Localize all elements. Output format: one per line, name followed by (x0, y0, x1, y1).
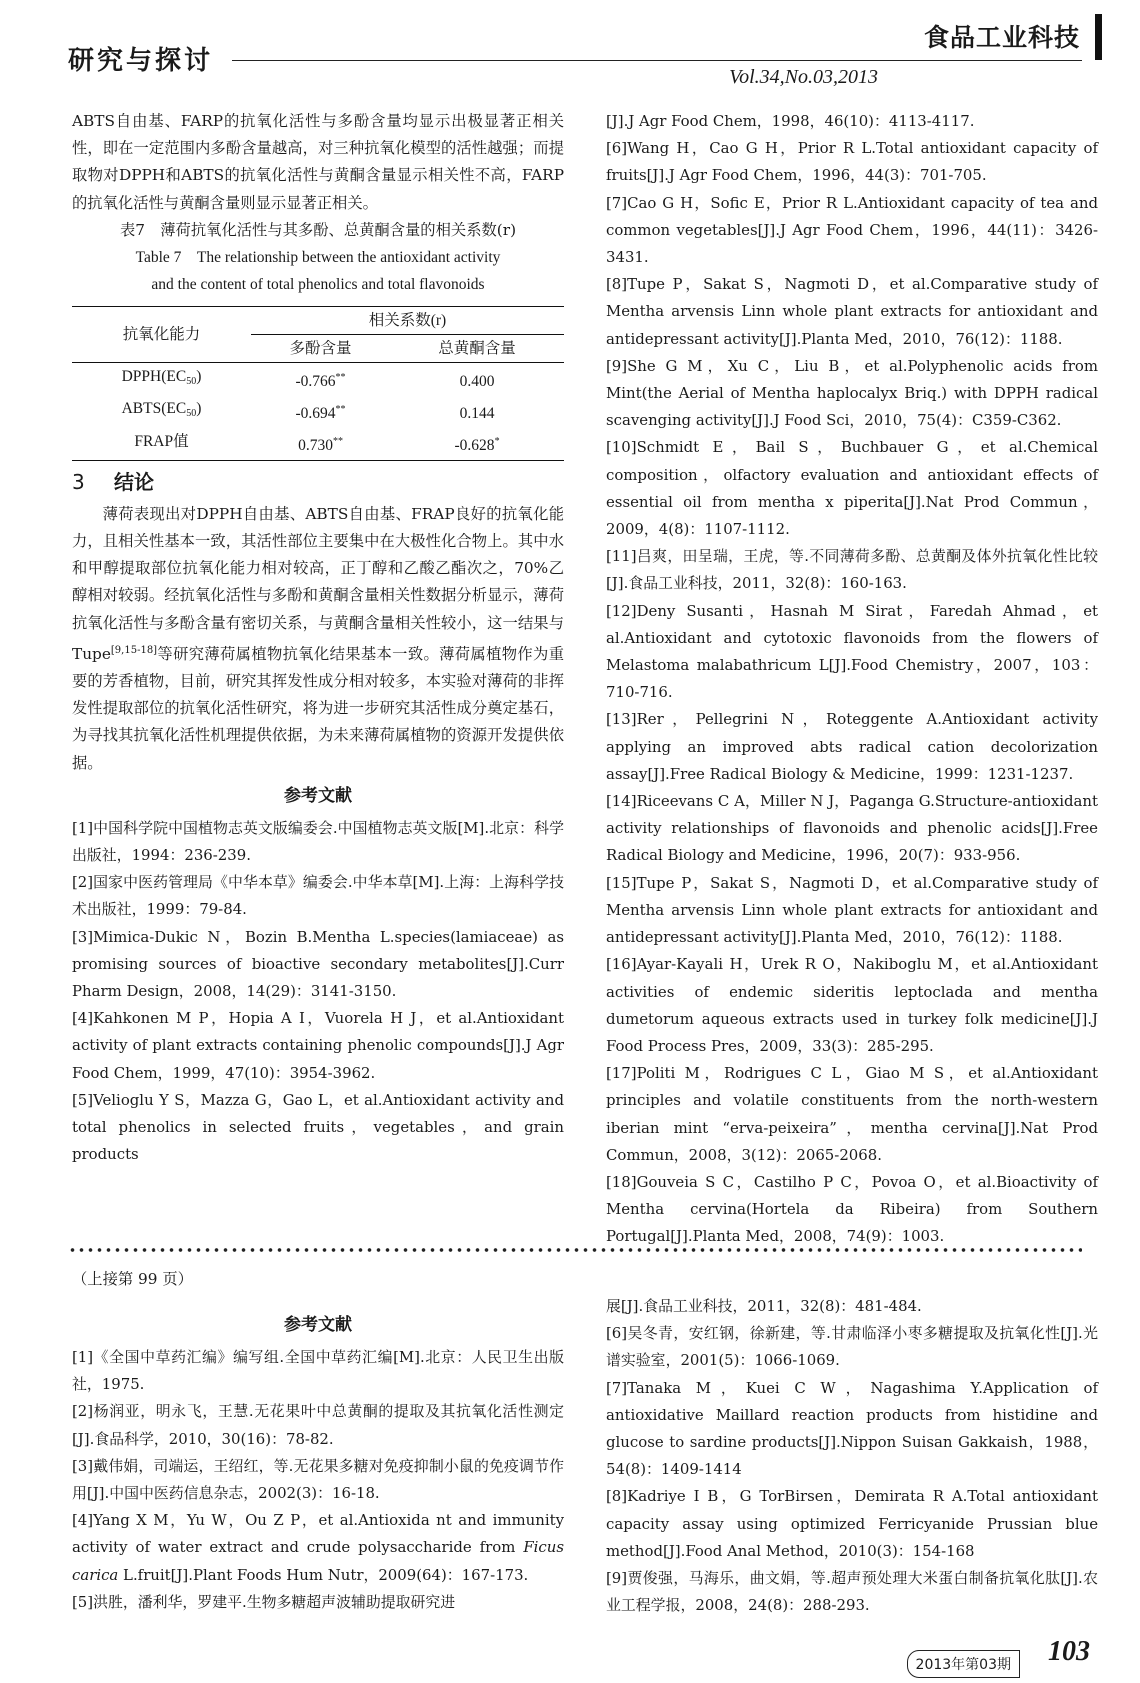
reference-item: [2]国家中医药管理局《中华本草》编委会.中华本草[M].上海：上海科学技术出版社，1999：79-84. (72, 873, 564, 919)
paragraph (72, 501, 564, 777)
volume-info: Vol.34,No.03,2013 (729, 66, 878, 88)
reference-item: [5]Velioglu Y S，Mazza G，Gao L，et al.Antioxidant activity and total phenolics in selected fruits，vegetables，and grain products (72, 1090, 564, 1164)
reference-item: [1]《全国中草药汇编》编写组.全国中草药汇编[M].北京：人民卫生出版社，1975. (72, 1348, 564, 1394)
correlation-table (72, 306, 564, 461)
reference-item: [18]Gouveia S C，Castilho P C，Povoa O，et al.Bioactivity of Mentha cervina(Hortela da Ribeira) from Southern Portugal[J].Planta Med，2008，74(9)：1003. (606, 1172, 1098, 1246)
reference-item: [13]Rer，Pellegrini N，Roteggente A.Antioxidant activity applying an improved abts radical cation decolorization assay[J].Free Radical Biology & Medicine，1999：1231-1237. (606, 710, 1098, 783)
reference-item: [11]吕爽，田呈瑞，王虎，等.不同薄荷多酚、总黄酮及体外抗氧化性比较[J].食品工业科技，2011，32(8)：160-163. (606, 547, 1098, 593)
section-heading (72, 467, 564, 497)
reference-item: [9]贾俊强，马海乐，曲文娟，等.超声预处理大米蛋白制备抗氧化肽[J].农业工程学报，2008，24(8)：288-293. (606, 1569, 1098, 1615)
dotted-divider (68, 1247, 1082, 1253)
reference-item: [9]She G M，Xu C，Liu B，et al.Polyphenolic acids from Mint(the Aerial of Mentha haplocalyx Briq.) with DPPH radical scavenging activity[J].J Food Sci，2010，75(4)：C359-C362. (606, 356, 1098, 430)
table-header-cell: 相关系数(r) (251, 306, 564, 334)
reference-item: [8]Tupe P，Sakat S，Nagmoti D，et al.Comparative study of Mentha arvensis Linn whole plant extracts for antioxidant and antidepressant activity[J].Planta Med，2010，76(12)：1188. (606, 275, 1098, 348)
section-number: 3 (72, 469, 85, 494)
continuation-left-column (72, 1306, 564, 1616)
reference-item: 展[J].食品工业科技，2011，32(8)：481-484. (606, 1297, 922, 1315)
citation: [9,15-18] (110, 644, 158, 656)
reference-item: [3]Mimica-Dukic N，Bozin B.Mentha L.species(lamiaceae) as promising sources of bioactive secondary metabolites[J].Curr Pharm Design，2008，14(29)：3141-3150. (72, 927, 564, 1001)
table-cell: 0.400 (459, 372, 495, 390)
reference-item: [7]Tanaka M，Kuei C W，Nagashima Y.Application of antioxidative Maillard reaction products from histidine and glucose to sardine products[J].Nippon Suisan Gakkaish，1988，54(8)：1409-1414 (606, 1378, 1098, 1479)
paragraph-text: 薄荷表现出对DPPH自由基、ABTS自由基、FRAP良好的抗氧化能力，且相关性基本一致，其活性部位主要集中在大极性化合物上。其中水和甲醇提取部位抗氧化能力相对较高，正丁醇和乙酸乙酯次之，70%乙醇相对较弱。经抗氧化活性与多酚和黄酮含量相关性数据分析显示，薄荷抗氧化活性与多酚含量有密切关系，与黄酮含量相关性较小，这一结果与Tupe (72, 504, 564, 663)
table-row (72, 363, 564, 396)
table-cell: ABTS(EC (121, 400, 187, 418)
paragraph: ABTS自由基、FARP的抗氧化活性与多酚含量均显示出极显著正相关性，即在一定范围内多酚含量越高，对三种抗氧化模型的活性越强；而提取物对DPPH和ABTS的抗氧化活性与黄酮含量显示相关性不高，FARP的抗氧化活性与黄酮含量则显示显著正相关。 (72, 112, 564, 212)
reference-item: [1]中国科学院中国植物志英文版编委会.中国植物志英文版[M].北京：科学出版社，1994：236-239. (72, 818, 564, 865)
issue-badge: 2013年第03期 (907, 1650, 1020, 1678)
reference-text: L.fruit[J].Plant Foods Hum Nutr，2009(64)：167-173. (118, 1565, 529, 1584)
reference-item: [4]Kahkonen M P，Hopia A I，Vuorela H J，et al.Antioxidant activity of plant extracts containing phenolic compounds[J].J Agr Food Chem，1999，47(10)：3954-3962. (72, 1009, 564, 1082)
table-cell: ) (196, 368, 202, 386)
table-cell: 0.144 (459, 404, 495, 422)
reference-item: [7]Cao G H，Sofic E，Prior R L.Antioxidant capacity of tea and common vegetables[J].J Agr Food Chem，1996，44(11)：3426-3431. (606, 193, 1098, 267)
continuation-note: （上接第 99 页） (72, 1270, 193, 1288)
reference-item: [8]Kadriye I B，G TorBirsen，Demirata R A.Total antioxidant capacity assay using optimized Ferricyanide Prussian blue method[J].Food Anal Method，2010(3)：154-168 (606, 1487, 1098, 1560)
table-caption-en: Table 7 The relationship between the antioxidant activity (135, 248, 501, 266)
significance-mark: ** (332, 436, 343, 448)
references-title: 参考文献 (284, 785, 352, 806)
table-cell: -0.694 (295, 404, 336, 422)
reference-item: [15]Tupe P，Sakat S，Nagmoti D，et al.Comparative study of Mentha arvensis Linn whole plant extracts for antioxidant and antidepressant activity[J].Planta Med，2010，76(12)：1188. (606, 873, 1098, 947)
table-caption-cn: 表7 薄荷抗氧化活性与其多酚、总黄酮含量的相关系数(r) (119, 220, 517, 239)
table-cell: FRAP值 (134, 432, 189, 450)
reference-item: [14]Riceevans C A，Miller N J，Paganga G.Structure-antioxidant activity relationships of flavonoids and phenolic acids[J].Free Radical Biology and Medicine，1996，20(7)：933-956. (606, 792, 1098, 865)
table-cell: -0.628 (454, 437, 495, 455)
section-heading-text: 结论 (114, 469, 154, 494)
table-row (72, 428, 564, 461)
reference-item: [17]Politi M，Rodrigues C L，Giao M S，et al.Antioxidant principles and volatile constituents from the north-western iberian mint “erva-peixeira”，mentha cervina[J].Nat Prod Commun，2008，3(12)：2065-2068. (606, 1064, 1098, 1164)
reference-item: [5]洪胜，潘利华，罗建平.生物多糖超声波辅助提取研究进 (72, 1592, 456, 1611)
reference-item: [12]Deny Susanti，Hasnah M Sirat，Faredah Ahmad，et al.Antioxidant and cytotoxic flavonoids from the flowers of Melastoma malabathricum L[J].Food Chemistry，2007，103：710-716. (606, 601, 1098, 702)
section-title: 研究与探讨 (68, 46, 214, 76)
right-column (606, 108, 1098, 1251)
species-name: Ficus carica (72, 1538, 564, 1584)
subscript: 50 (186, 408, 197, 420)
table-header-cell: 抗氧化能力 (72, 306, 251, 362)
references-title: 参考文献 (284, 1315, 352, 1335)
reference-text: [4]Yang X M，Yu W，Ou Z P，et al.Antioxida nt and immunity activity of water extract and crude polysaccharide from (72, 1511, 564, 1557)
table-cell: 0.730 (298, 437, 333, 455)
page-number: 103 (1048, 1636, 1090, 1667)
reference-item: [10]Schmidt E，Bail S，Buchbauer G，et al.Chemical composition，olfactory evaluation and antioxidant effects of essential oil from mentha x piperita[J].Nat Prod Commun，2009，4(8)：1107-1112. (606, 438, 1098, 539)
reference-item: [J].J Agr Food Chem，1998，46(10)：4113-4117. (606, 112, 975, 130)
subscript: 50 (186, 376, 197, 388)
paragraph-text: 等研究薄荷属植物抗氧化结果基本一致。薄荷属植物作为重要的芳香植物，目前，研究其挥发性成分相对较多，本实验对薄荷的非挥发性提取部位的抗氧化活性研究，将为进一步研究其活性成分奠定基石，为寻找其抗氧化活性机理提供依据，为未来薄荷属植物的资源开发提供依据。 (72, 644, 564, 772)
reference-item (72, 1507, 564, 1589)
significance-mark: ** (335, 371, 346, 383)
table-cell: ) (196, 400, 202, 418)
table-header-cell: 多酚含量 (251, 335, 390, 363)
journal-name: 食品工业科技 (923, 23, 1080, 52)
reference-item: [6]吴冬青，安红钢，徐新建，等.甘肃临泽小枣多糖提取及抗氧化性[J].光谱实验室，2001(5)：1066-1069. (606, 1324, 1098, 1370)
reference-item: [3]戴伟娟，司端运，王绍红，等.无花果多糖对免疫抑制小鼠的免疫调节作用[J].中国中医药信息杂志，2002(3)：16-18. (72, 1456, 564, 1503)
significance-mark: * (494, 436, 500, 448)
left-column (72, 108, 564, 1169)
table-row (72, 395, 564, 427)
significance-mark: ** (335, 403, 346, 415)
header-rule (232, 60, 1082, 61)
continuation-right-column (606, 1293, 1098, 1619)
reference-item: [6]Wang H，Cao G H，Prior R L.Total antioxidant capacity of fruits[J].J Agr Food Chem，1996，44(3)：701-705. (606, 139, 1098, 185)
reference-item: [2]杨润亚，明永飞，王慧.无花果叶中总黄酮的提取及其抗氧化活性测定[J].食品科学，2010，30(16)：78-82. (72, 1402, 564, 1448)
table-header-cell: 总黄酮含量 (390, 335, 564, 363)
table-cell: -0.766 (295, 372, 336, 390)
table-caption-en: and the content of total phenolics and total flavonoids (151, 275, 485, 293)
header-bar (1095, 14, 1102, 60)
table-cell: DPPH(EC (121, 368, 187, 386)
reference-item: [16]Ayar-Kayali H，Urek R O，Nakiboglu M，et al.Antioxidant activities of endemic sideritis leptoclada and mentha dumetorum aqueous extracts used in turkey folk medicine[J].J Food Process Pres，2009，33(3)：285-295. (606, 955, 1098, 1055)
